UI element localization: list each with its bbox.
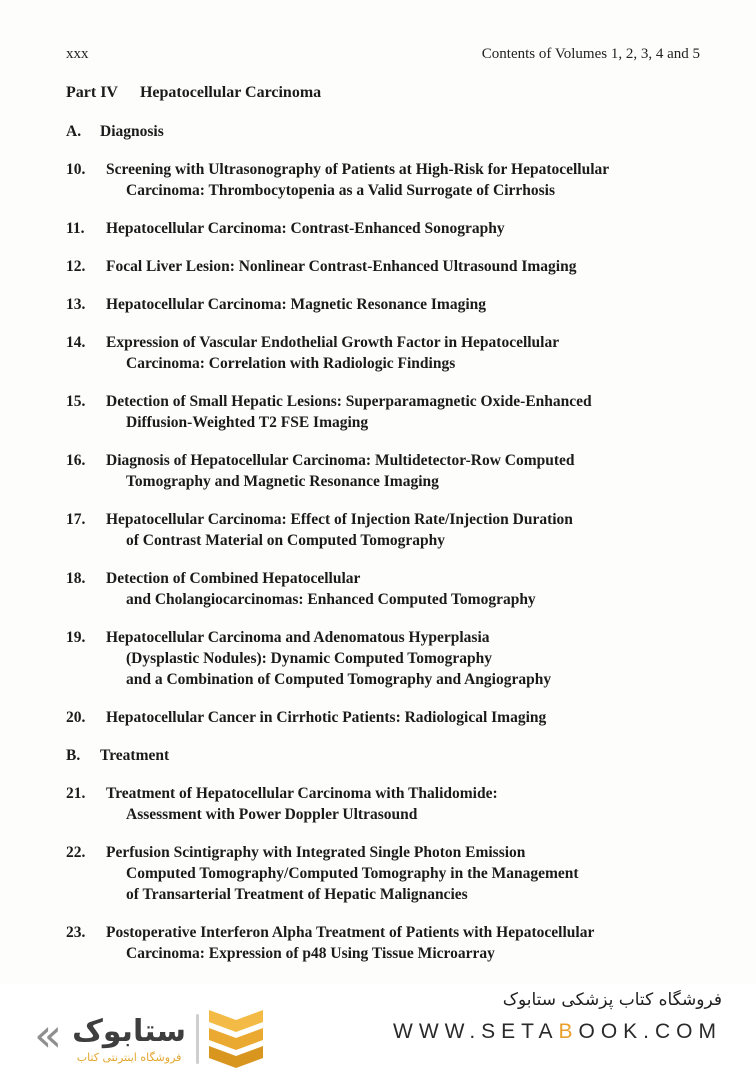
entry-title-line: Carcinoma: Thrombocytopenia as a Valid Surrogate of Cirrhosis [126,182,556,199]
entry-title-line: Treatment of Hepatocellular Carcinoma with Thalidomide: [106,785,498,802]
setabook-logo [34,1008,263,1070]
toc-entry [66,842,710,905]
part-title [66,82,710,103]
entry-title-line: Detection of Combined Hepatocellular [106,570,361,587]
entry-title [106,922,710,964]
logo-divider [196,1014,199,1064]
entry-title [106,218,710,239]
section-heading [66,121,710,142]
entry-number: 17. [66,511,86,528]
entry-title-line: Assessment with Power Doppler Ultrasound [126,806,418,823]
entry-title [106,707,710,728]
entry-title-line: Focal Liver Lesion: Nonlinear Contrast-Enhanced Ultrasound Imaging [106,258,577,275]
url-accent: B [558,1020,579,1043]
entry-title-line: of Contrast Material on Computed Tomography [126,532,446,549]
toc-entry [66,568,710,610]
toc-sections [66,121,710,964]
entry-number: 12. [66,258,86,275]
entry-title-line: Diagnosis of Hepatocellular Carcinoma: Multidetector-Row Computed [106,452,575,469]
toc-entry [66,627,710,690]
footer-watermark [0,984,756,1080]
toc-entry [66,707,710,728]
entry-title [106,783,710,825]
entry-title-line: and a Combination of Computed Tomography and Angiography [126,671,552,688]
entry-number: 10. [66,161,86,178]
toc-entry [66,256,710,277]
toc-entry [66,450,710,492]
entry-number: 22. [66,844,86,861]
entry-number: 13. [66,296,86,313]
entry-number: 14. [66,334,86,351]
entry-number: 11. [66,220,85,237]
entry-title-line: Hepatocellular Carcinoma: Contrast-Enhanced Sonography [106,220,505,237]
entry-number: 18. [66,570,86,587]
toc-entry [66,159,710,201]
header-title: Contents of Volumes 1, 2, 3, 4 and 5 [481,46,700,62]
part-label: Part IV [66,84,118,101]
entry-number: 21. [66,785,86,802]
entry-title-line: Hepatocellular Carcinoma and Adenomatous Hyperplasia [106,629,490,646]
page-number: xxx [66,46,89,62]
entry-title-line: Hepatocellular Carcinoma: Magnetic Resonance Imaging [106,296,486,313]
entry-title [106,256,710,277]
entry-title-line: of Transarterial Treatment of Hepatic Malignancies [126,886,468,903]
entry-title [106,627,710,690]
toc-entry [66,509,710,551]
toc-entry [66,783,710,825]
entry-title-line: (Dysplastic Nodules): Dynamic Computed Tomography [126,650,493,667]
logo-title: ستابوک [72,1013,186,1049]
entry-title [106,509,710,551]
toc-entry [66,391,710,433]
part-name: Hepatocellular Carcinoma [139,84,322,101]
entry-title-line: Hepatocellular Cancer in Cirrhotic Patients: Radiological Imaging [106,709,547,726]
table-of-contents [66,82,710,981]
section-title: Treatment [100,747,170,764]
entry-number: 19. [66,629,86,646]
entry-title [106,332,710,374]
entry-title [106,159,710,201]
store-title: فروشگاه کتاب پزشکی ستابوک [502,990,722,1010]
section-heading [66,745,710,766]
entry-number: 23. [66,924,86,941]
store-url [393,1020,722,1044]
entry-number: 16. [66,452,86,469]
section-title: Diagnosis [100,123,164,140]
entry-title-line: Hepatocellular Carcinoma: Effect of Injection Rate/Injection Duration [106,511,573,528]
section-label: B. [66,747,81,764]
url-post: OOK.COM [578,1020,722,1043]
entry-title [106,450,710,492]
book-layers-icon [209,1008,263,1070]
url-pre: WWW.SETA [393,1020,559,1043]
entry-title-line: Perfusion Scintigraphy with Integrated Single Photon Emission [106,844,526,861]
entry-title [106,391,710,433]
double-chevron-icon: « [34,1008,63,1062]
logo-wordmark [72,1015,186,1064]
entry-title-line: Screening with Ultrasonography of Patients at High-Risk for Hepatocellular [106,161,610,178]
toc-entry [66,218,710,239]
toc-entry [66,922,710,964]
logo-subtitle: فروشگاه اینترنتی کتاب [76,1050,182,1064]
running-header [66,46,700,63]
entry-number: 20. [66,709,86,726]
entry-title [106,568,710,610]
entry-title-line: Detection of Small Hepatic Lesions: Superparamagnetic Oxide-Enhanced [106,393,592,410]
entry-title-line: Diffusion-Weighted T2 FSE Imaging [126,414,369,431]
entry-title [106,294,710,315]
entry-title-line: and Cholangiocarcinomas: Enhanced Computed Tomography [126,591,536,608]
entry-title-line: Computed Tomography/Computed Tomography in the Management [126,865,579,882]
entry-title-line: Carcinoma: Correlation with Radiologic Findings [126,355,456,372]
entry-title [106,842,710,905]
entry-title-line: Carcinoma: Expression of p48 Using Tissue Microarray [126,945,495,962]
entry-title-line: Expression of Vascular Endothelial Growth Factor in Hepatocellular [106,334,560,351]
toc-entry [66,294,710,315]
entry-title-line: Tomography and Magnetic Resonance Imaging [126,473,439,490]
section-label: A. [66,123,82,140]
footer-text-block [393,990,722,1044]
entry-number: 15. [66,393,86,410]
toc-entry [66,332,710,374]
entry-title-line: Postoperative Interferon Alpha Treatment of Patients with Hepatocellular [106,924,595,941]
